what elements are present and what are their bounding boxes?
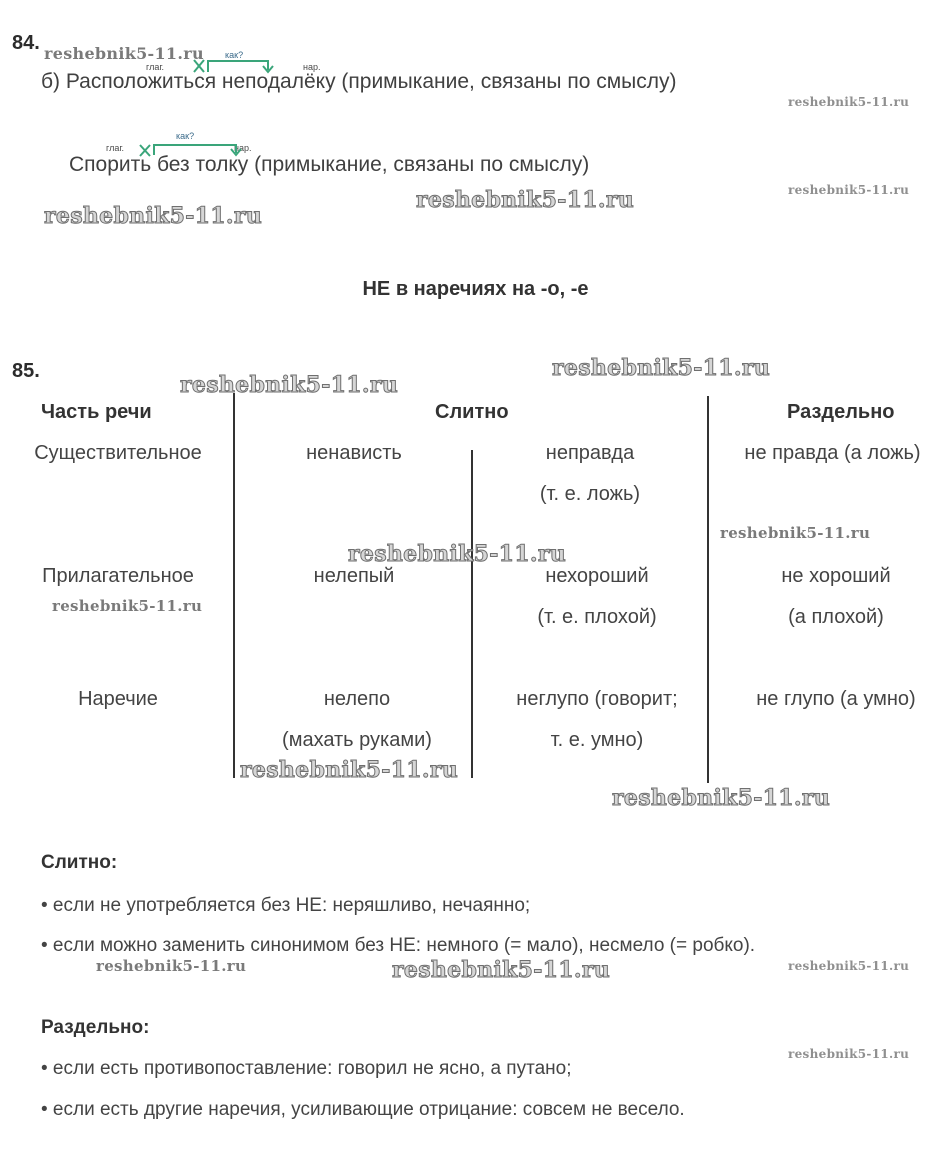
row-1-merged-1: ненависть [306, 442, 402, 464]
diagram-2-question-label: как? [176, 131, 195, 141]
diagram-2-adverb-label: нар. [234, 143, 252, 153]
diagram-1-adverb-label: нар. [303, 62, 321, 72]
watermark: reshebnik5-11.ru [240, 757, 459, 783]
rules-separate-title: Раздельно: [41, 1017, 150, 1038]
watermark: reshebnik5-11.ru [416, 187, 635, 213]
watermark: reshebnik5-11.ru [612, 785, 831, 811]
watermark: reshebnik5-11.ru [552, 355, 771, 381]
task-84-line-2: Спорить без толку (примыкание, связаны по смыслу) [69, 153, 590, 176]
watermark: reshebnik5-11.ru [180, 372, 399, 398]
row-2-separate: не хороший [781, 565, 891, 587]
row-1-merged-2-note: (т. е. ложь) [539, 483, 641, 505]
task-85-number: 85. [12, 360, 40, 382]
task-84-line-b: б) Расположиться неподалёку (примыкание, связаны по смыслу) [41, 70, 677, 93]
watermark: reshebnik5-11.ru [44, 44, 204, 63]
header-part-of-speech: Часть речи [41, 401, 152, 423]
header-merged: Слитно [435, 401, 509, 423]
watermark: reshebnik5-11.ru [96, 957, 247, 975]
rules-separate-item-1: • если есть противопоставление: говорил не ясно, а путано; [41, 1058, 572, 1079]
row-3-merged-2: неглупо (говорит; [516, 688, 678, 710]
row-2-merged-1: нелепый [313, 565, 395, 587]
section-title: НЕ в наречиях на -о, -е [362, 278, 589, 300]
row-3-merged-2-note: т. е. умно) [550, 729, 644, 751]
row-1-separate: не правда (а ложь) [744, 442, 921, 464]
watermark: reshebnik5-11.ru [788, 1047, 910, 1061]
row-2-merged-2-note: (т. е. плохой) [537, 606, 657, 628]
row-2-merged-2: нехороший [545, 565, 649, 587]
watermark: reshebnik5-11.ru [788, 183, 910, 197]
diagram-1-verb-label: глаг. [146, 62, 165, 72]
watermark: reshebnik5-11.ru [52, 597, 203, 615]
row-3-merged-1: нелепо [323, 688, 391, 710]
rules-merged-item-2: • если можно заменить синонимом без НЕ: немного (= мало), несмело (= робко). [41, 935, 756, 956]
diagram-2-verb-label: глаг. [106, 143, 125, 153]
watermark: reshebnik5-11.ru [788, 959, 910, 973]
watermark: reshebnik5-11.ru [392, 957, 611, 983]
row-3-part: Наречие [78, 688, 158, 710]
row-1-part: Существительное [34, 442, 202, 464]
row-1-merged-2: неправда [545, 442, 635, 464]
row-2-part: Прилагательное [42, 565, 194, 587]
rules-merged-title: Слитно: [41, 852, 118, 873]
row-3-merged-1-note: (махать руками) [282, 729, 432, 751]
rules-separate-item-2: • если есть другие наречия, усиливающие отрицание: совсем не весело. [41, 1099, 685, 1120]
row-3-separate: не глупо (а умно) [756, 688, 916, 710]
rules-merged-item-1: • если не употребляется без НЕ: неряшливо, нечаянно; [41, 895, 531, 916]
watermark: reshebnik5-11.ru [348, 541, 567, 567]
row-2-separate-note: (а плохой) [788, 606, 884, 628]
watermark: reshebnik5-11.ru [44, 203, 263, 229]
task-84-number: 84. [12, 32, 40, 54]
header-separate: Раздельно [787, 401, 895, 423]
watermark: reshebnik5-11.ru [720, 524, 871, 542]
diagram-1-question-label: как? [225, 50, 244, 60]
watermark: reshebnik5-11.ru [788, 95, 910, 109]
